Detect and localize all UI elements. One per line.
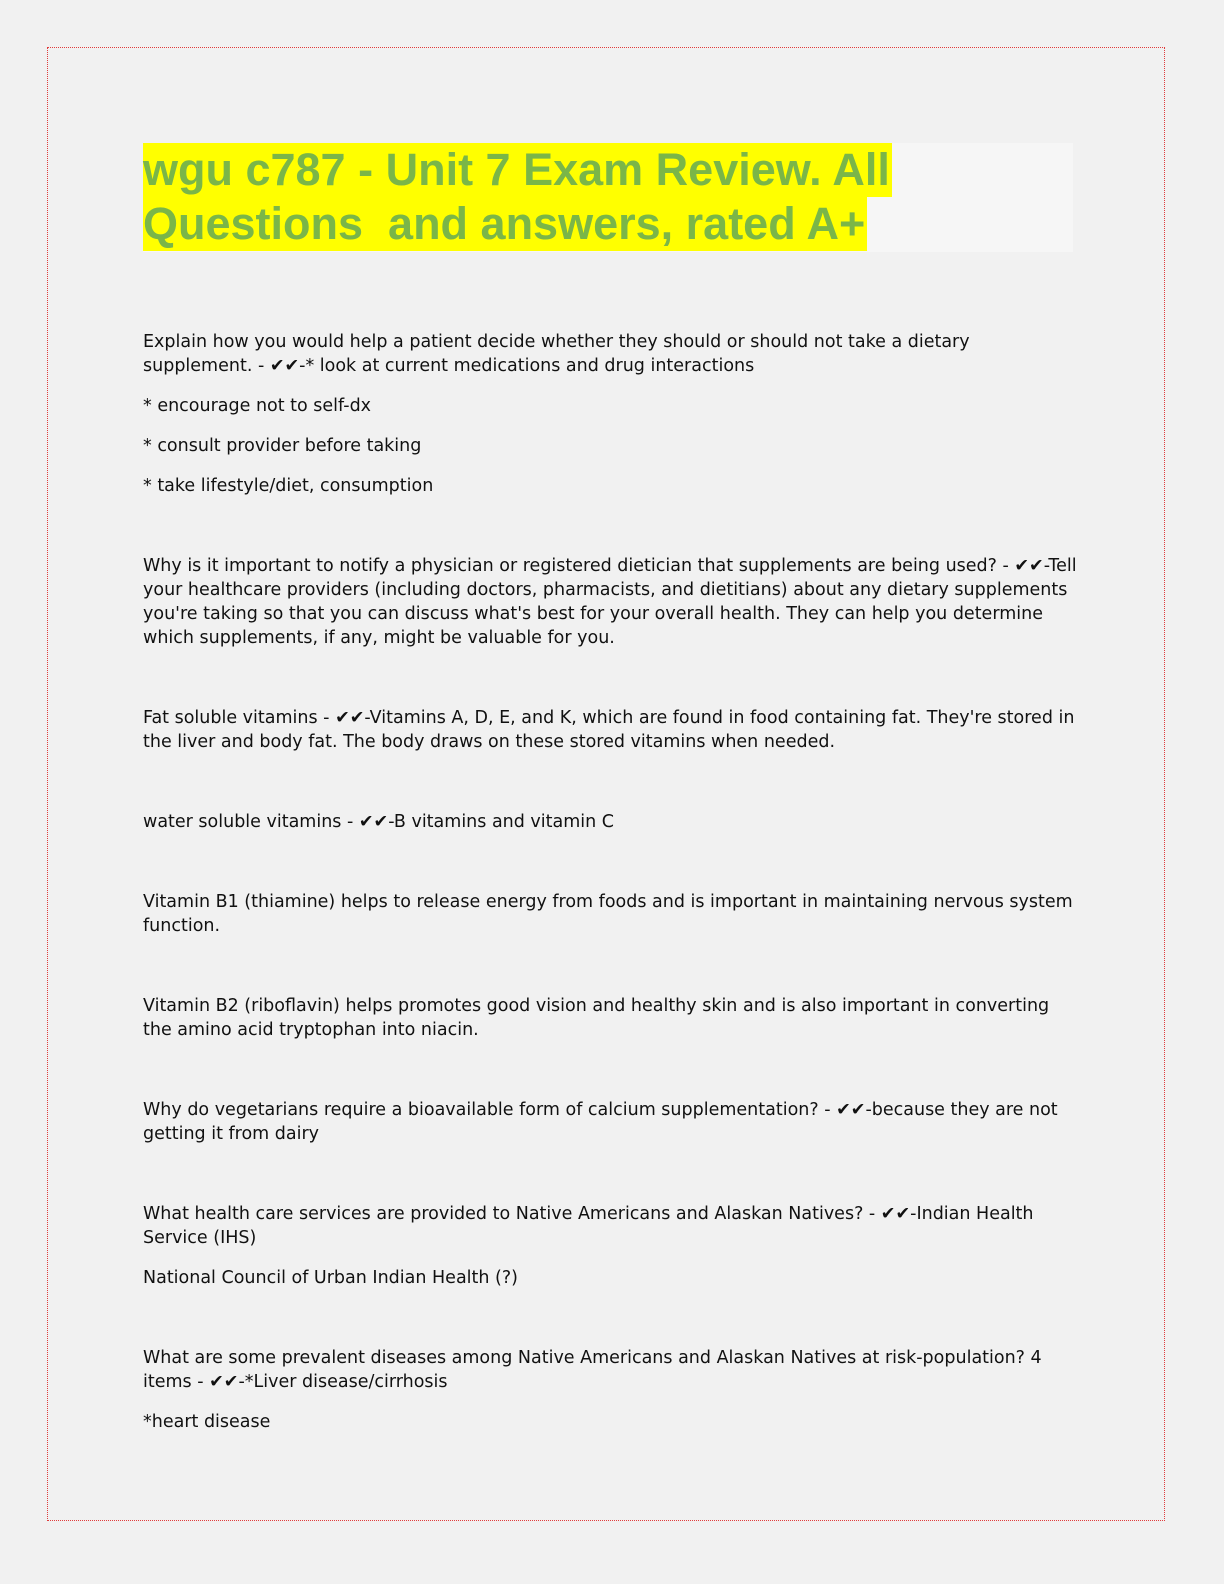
answer-text: -B vitamins and vitamin C xyxy=(388,812,615,832)
document-title xyxy=(143,143,1073,252)
title-line-2: Questions and answers, rated A+ xyxy=(143,198,866,249)
question-text: Fat soluble vitamins - xyxy=(143,708,336,728)
answer-extra: * consult provider before taking xyxy=(143,436,422,456)
question-text: water soluble vitamins - xyxy=(143,812,359,832)
qa-paragraph xyxy=(143,1098,1078,1146)
answer-extra: * encourage not to self-dx xyxy=(143,396,372,416)
qa-item-6 xyxy=(143,994,1078,1042)
check-icon: ✔✔ xyxy=(1014,556,1044,576)
qa-paragraph xyxy=(143,810,1078,834)
paragraph-text: Vitamin B2 (riboflavin) helps promotes good vision and healthy skin and is also important in converting the amino acid tryptophan into niacin. xyxy=(143,996,1050,1040)
qa-item-5 xyxy=(143,890,1078,938)
question-text: What health care services are provided to Native Americans and Alaskan Natives? - xyxy=(143,1204,881,1224)
paragraph-text: Vitamin B1 (thiamine) helps to release energy from foods and is important in maintaining nervous system function. xyxy=(143,892,1073,936)
qa-item-7 xyxy=(143,1098,1078,1146)
question-text: Why do vegetarians require a bioavailable form of calcium supplementation? - xyxy=(143,1100,837,1120)
question-text: What are some prevalent diseases among Native Americans and Alaskan Natives at risk-population? 4 items - xyxy=(143,1348,1042,1392)
qa-item-2 xyxy=(143,554,1078,650)
qa-item-4 xyxy=(143,810,1078,834)
title-line-1: wgu c787 - Unit 7 Exam Review. All xyxy=(143,144,890,195)
check-icon: ✔✔ xyxy=(209,1372,239,1392)
answer-extra: National Council of Urban Indian Health (?) xyxy=(143,1268,518,1288)
qa-item-9 xyxy=(143,1346,1078,1434)
answer-text: -because they are not getting it from dairy xyxy=(143,1100,1058,1144)
check-icon: ✔✔ xyxy=(358,812,389,832)
qa-item-1 xyxy=(143,330,1078,498)
qa-item-8 xyxy=(143,1202,1078,1290)
qa-paragraph xyxy=(143,330,1078,378)
question-text: Explain how you would help a patient decide whether they should or should not take a dietary supplement. - xyxy=(143,332,970,376)
qa-item-3 xyxy=(143,706,1078,754)
document-body xyxy=(143,330,1078,1450)
answer-text: -Indian Health Service (IHS) xyxy=(143,1204,1034,1248)
answer-text: -*Liver disease/cirrhosis xyxy=(238,1372,448,1392)
answer-extra: *heart disease xyxy=(143,1412,271,1432)
check-icon: ✔✔ xyxy=(269,356,300,376)
qa-paragraph xyxy=(143,554,1078,650)
answer-text: -Tell your healthcare providers (including doctors, pharmacists, and dietitians) about any dietary supplements you're taking so that you can discuss what's best for your overall health. They can help you determine which supplements, if any, might be valuable for you. xyxy=(143,556,1077,648)
qa-paragraph xyxy=(143,1346,1078,1394)
answer-text: -* look at current medications and drug interactions xyxy=(299,356,755,376)
answer-extra: * take lifestyle/diet, consumption xyxy=(143,476,434,496)
qa-paragraph xyxy=(143,706,1078,754)
question-text: Why is it important to notify a physician or registered dietician that supplements are being used? - xyxy=(143,556,1015,576)
qa-paragraph xyxy=(143,1202,1078,1250)
check-icon: ✔✔ xyxy=(836,1100,866,1120)
answer-text: -Vitamins A, D, E, and K, which are found in food containing fat. They're stored in the liver and body fat. The body draws on these stored vitamins when needed. xyxy=(143,708,1075,752)
check-icon: ✔✔ xyxy=(880,1204,911,1224)
check-icon: ✔✔ xyxy=(335,708,365,728)
